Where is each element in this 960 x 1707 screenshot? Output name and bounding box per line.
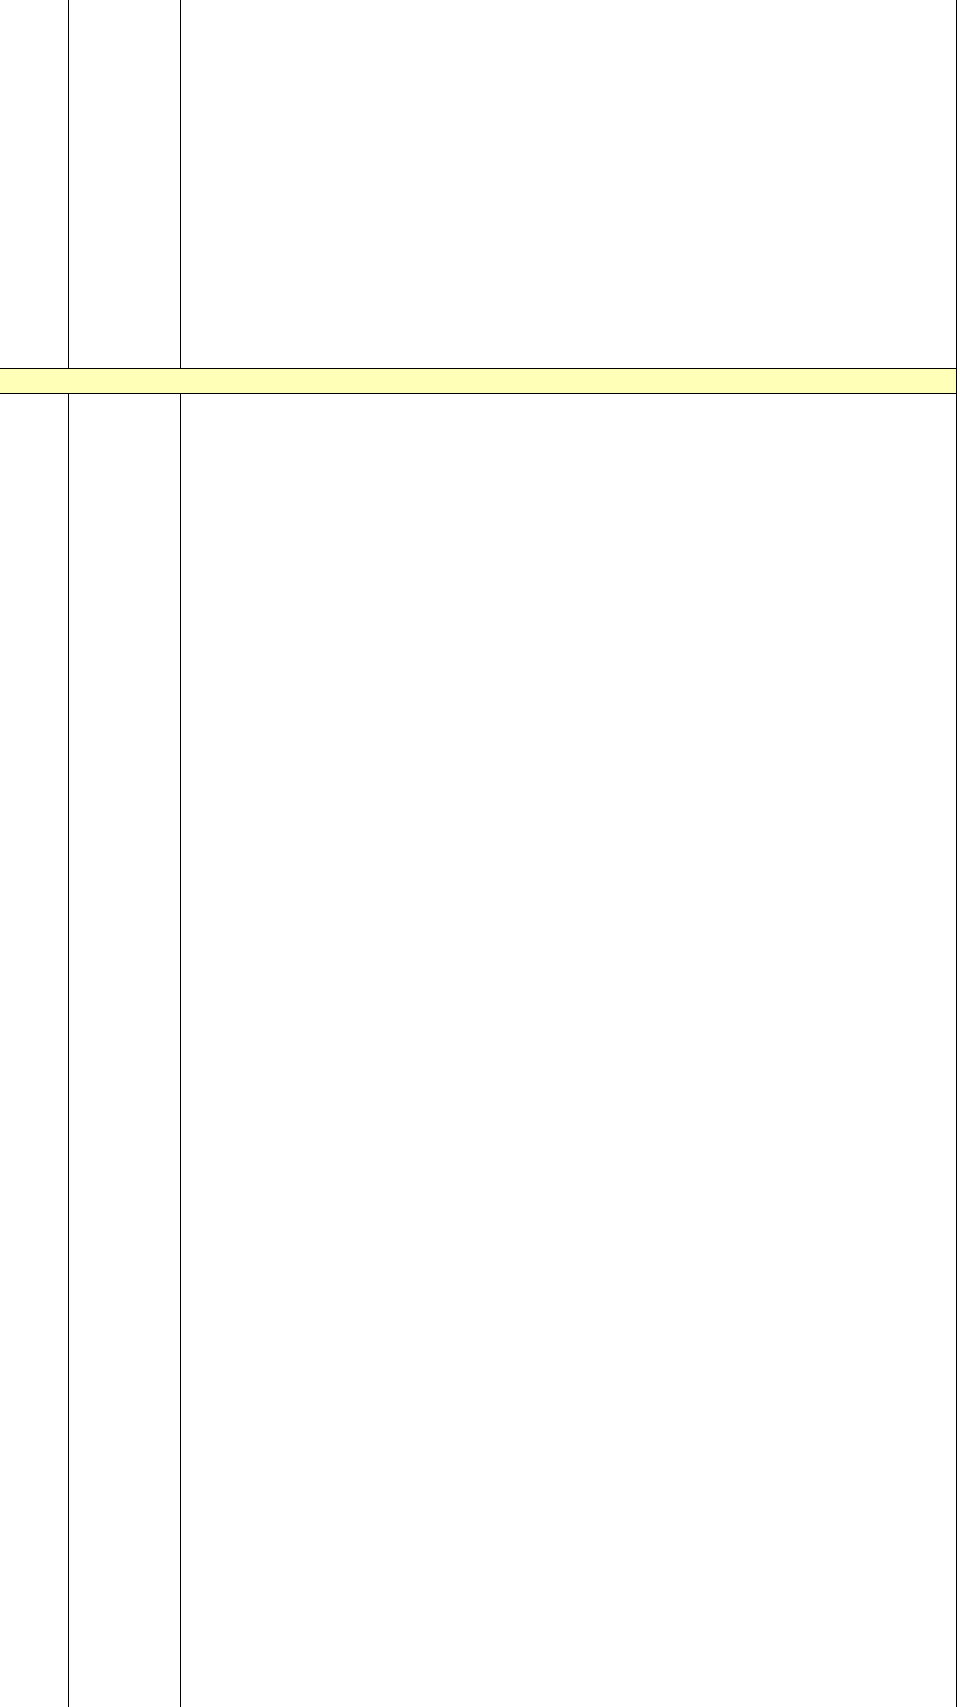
- column-rule: [956, 0, 957, 1707]
- section-header: [0, 368, 957, 394]
- column-rule: [68, 0, 69, 1707]
- column-rule: [180, 0, 181, 1707]
